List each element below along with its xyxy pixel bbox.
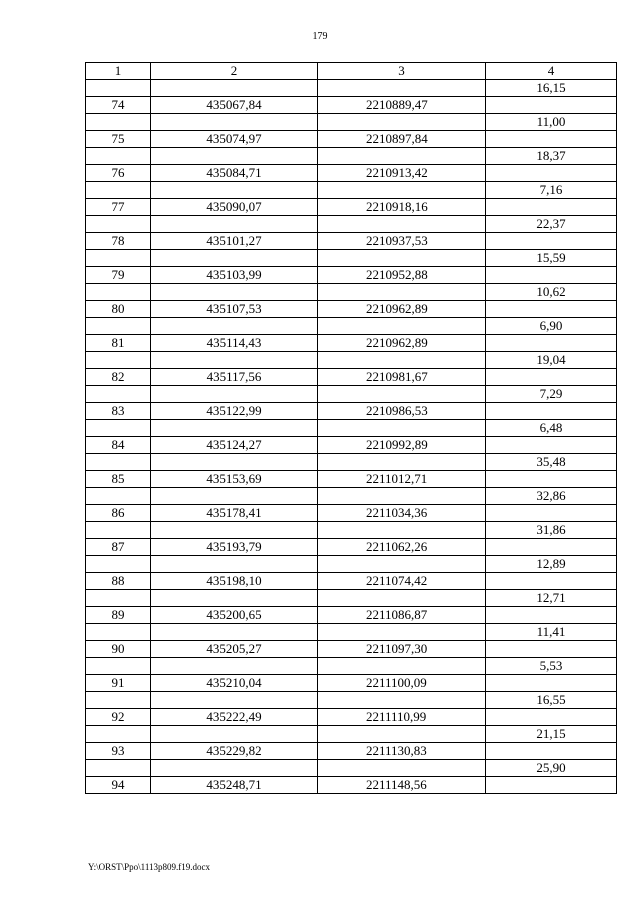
- header-column-4: 4: [486, 63, 617, 80]
- point-number-cell: [86, 80, 151, 97]
- table-row: [86, 505, 617, 522]
- point-number-cell: [86, 216, 151, 233]
- distance-cell: 7,29: [486, 386, 617, 403]
- table-row: [86, 624, 617, 641]
- point-number-cell: 84: [86, 437, 151, 454]
- table-row: [86, 114, 617, 131]
- x-coordinate-cell: [151, 590, 318, 607]
- x-coordinate-cell: 435193,79: [151, 539, 318, 556]
- y-coordinate-cell: 2210962,89: [318, 335, 486, 352]
- table-row: [86, 182, 617, 199]
- point-number-cell: [86, 488, 151, 505]
- y-coordinate-cell: [318, 250, 486, 267]
- table-row: [86, 658, 617, 675]
- table-row: [86, 148, 617, 165]
- distance-cell: 35,48: [486, 454, 617, 471]
- distance-cell: [486, 369, 617, 386]
- distance-cell: 6,48: [486, 420, 617, 437]
- header-column-2: 2: [151, 63, 318, 80]
- y-coordinate-cell: [318, 284, 486, 301]
- point-number-cell: [86, 556, 151, 573]
- distance-cell: [486, 573, 617, 590]
- y-coordinate-cell: 2211148,56: [318, 777, 486, 794]
- table-row: [86, 488, 617, 505]
- distance-cell: 16,55: [486, 692, 617, 709]
- distance-cell: [486, 335, 617, 352]
- distance-cell: 32,86: [486, 488, 617, 505]
- y-coordinate-cell: [318, 454, 486, 471]
- x-coordinate-cell: 435200,65: [151, 607, 318, 624]
- table-header: [86, 63, 617, 80]
- x-coordinate-cell: [151, 318, 318, 335]
- distance-cell: [486, 607, 617, 624]
- table-header-row: [86, 63, 617, 80]
- table-row: [86, 250, 617, 267]
- table-row: [86, 641, 617, 658]
- distance-cell: 11,00: [486, 114, 617, 131]
- point-number-cell: 89: [86, 607, 151, 624]
- point-number-cell: 91: [86, 675, 151, 692]
- distance-cell: [486, 301, 617, 318]
- point-number-cell: 78: [86, 233, 151, 250]
- x-coordinate-cell: [151, 250, 318, 267]
- y-coordinate-cell: [318, 658, 486, 675]
- y-coordinate-cell: [318, 760, 486, 777]
- distance-cell: [486, 539, 617, 556]
- x-coordinate-cell: 435122,99: [151, 403, 318, 420]
- y-coordinate-cell: [318, 726, 486, 743]
- table-row: [86, 199, 617, 216]
- table-row: [86, 131, 617, 148]
- table-row: [86, 216, 617, 233]
- distance-cell: [486, 743, 617, 760]
- x-coordinate-cell: [151, 420, 318, 437]
- distance-cell: 6,90: [486, 318, 617, 335]
- y-coordinate-cell: 2211062,26: [318, 539, 486, 556]
- table-row: [86, 556, 617, 573]
- x-coordinate-cell: 435198,10: [151, 573, 318, 590]
- point-number-cell: [86, 284, 151, 301]
- distance-cell: [486, 471, 617, 488]
- point-number-cell: [86, 250, 151, 267]
- y-coordinate-cell: 2210986,53: [318, 403, 486, 420]
- y-coordinate-cell: [318, 488, 486, 505]
- y-coordinate-cell: 2210981,67: [318, 369, 486, 386]
- y-coordinate-cell: 2210889,47: [318, 97, 486, 114]
- distance-cell: 22,37: [486, 216, 617, 233]
- x-coordinate-cell: 435067,84: [151, 97, 318, 114]
- table-row: [86, 284, 617, 301]
- point-number-cell: [86, 726, 151, 743]
- coordinates-table: [85, 62, 617, 794]
- point-number-cell: [86, 624, 151, 641]
- point-number-cell: [86, 692, 151, 709]
- y-coordinate-cell: 2210992,89: [318, 437, 486, 454]
- x-coordinate-cell: 435117,56: [151, 369, 318, 386]
- distance-cell: 10,62: [486, 284, 617, 301]
- table-row: [86, 573, 617, 590]
- x-coordinate-cell: [151, 522, 318, 539]
- x-coordinate-cell: 435090,07: [151, 199, 318, 216]
- table-row: [86, 267, 617, 284]
- table-row: [86, 301, 617, 318]
- page-number: 179: [312, 31, 328, 42]
- x-coordinate-cell: [151, 760, 318, 777]
- y-coordinate-cell: [318, 590, 486, 607]
- point-number-cell: 92: [86, 709, 151, 726]
- x-coordinate-cell: [151, 692, 318, 709]
- x-coordinate-cell: 435101,27: [151, 233, 318, 250]
- point-number-cell: [86, 352, 151, 369]
- y-coordinate-cell: 2210897,84: [318, 131, 486, 148]
- x-coordinate-cell: 435084,71: [151, 165, 318, 182]
- distance-cell: [486, 97, 617, 114]
- x-coordinate-cell: 435205,27: [151, 641, 318, 658]
- y-coordinate-cell: 2210913,42: [318, 165, 486, 182]
- table-row: [86, 165, 617, 182]
- table-row: [86, 522, 617, 539]
- table-row: [86, 743, 617, 760]
- distance-cell: 7,16: [486, 182, 617, 199]
- point-number-cell: [86, 148, 151, 165]
- x-coordinate-cell: [151, 80, 318, 97]
- point-number-cell: [86, 760, 151, 777]
- distance-cell: 5,53: [486, 658, 617, 675]
- distance-cell: [486, 675, 617, 692]
- distance-cell: 21,15: [486, 726, 617, 743]
- x-coordinate-cell: [151, 726, 318, 743]
- footer-file-path: Y:\ORST\Ppo\1113p809.f19.docx: [88, 862, 211, 872]
- y-coordinate-cell: 2211074,42: [318, 573, 486, 590]
- x-coordinate-cell: 435153,69: [151, 471, 318, 488]
- distance-cell: [486, 403, 617, 420]
- y-coordinate-cell: 2210918,16: [318, 199, 486, 216]
- y-coordinate-cell: 2211086,87: [318, 607, 486, 624]
- table-row: [86, 97, 617, 114]
- y-coordinate-cell: 2210952,88: [318, 267, 486, 284]
- x-coordinate-cell: [151, 284, 318, 301]
- y-coordinate-cell: [318, 318, 486, 335]
- x-coordinate-cell: [151, 182, 318, 199]
- y-coordinate-cell: 2211100,09: [318, 675, 486, 692]
- y-coordinate-cell: [318, 624, 486, 641]
- point-number-cell: [86, 386, 151, 403]
- y-coordinate-cell: [318, 182, 486, 199]
- y-coordinate-cell: [318, 420, 486, 437]
- x-coordinate-cell: [151, 148, 318, 165]
- table-row: [86, 539, 617, 556]
- header-column-1: 1: [86, 63, 151, 80]
- distance-cell: [486, 233, 617, 250]
- y-coordinate-cell: 2211097,30: [318, 641, 486, 658]
- distance-cell: 18,37: [486, 148, 617, 165]
- table-row: [86, 318, 617, 335]
- x-coordinate-cell: [151, 114, 318, 131]
- distance-cell: [486, 165, 617, 182]
- point-number-cell: [86, 420, 151, 437]
- table-row: [86, 675, 617, 692]
- table-row: [86, 777, 617, 794]
- x-coordinate-cell: 435074,97: [151, 131, 318, 148]
- point-number-cell: [86, 318, 151, 335]
- x-coordinate-cell: [151, 658, 318, 675]
- point-number-cell: 81: [86, 335, 151, 352]
- point-number-cell: 85: [86, 471, 151, 488]
- x-coordinate-cell: 435178,41: [151, 505, 318, 522]
- y-coordinate-cell: 2211012,71: [318, 471, 486, 488]
- table-row: [86, 726, 617, 743]
- point-number-cell: [86, 182, 151, 199]
- x-coordinate-cell: [151, 352, 318, 369]
- distance-cell: [486, 437, 617, 454]
- x-coordinate-cell: 435248,71: [151, 777, 318, 794]
- table-row: [86, 471, 617, 488]
- point-number-cell: 75: [86, 131, 151, 148]
- distance-cell: [486, 505, 617, 522]
- distance-cell: 12,71: [486, 590, 617, 607]
- y-coordinate-cell: [318, 148, 486, 165]
- y-coordinate-cell: [318, 216, 486, 233]
- x-coordinate-cell: [151, 624, 318, 641]
- x-coordinate-cell: 435114,43: [151, 335, 318, 352]
- point-number-cell: 74: [86, 97, 151, 114]
- header-column-3: 3: [318, 63, 486, 80]
- x-coordinate-cell: 435229,82: [151, 743, 318, 760]
- point-number-cell: [86, 590, 151, 607]
- y-coordinate-cell: [318, 114, 486, 131]
- point-number-cell: [86, 454, 151, 471]
- point-number-cell: 82: [86, 369, 151, 386]
- point-number-cell: 76: [86, 165, 151, 182]
- point-number-cell: 88: [86, 573, 151, 590]
- x-coordinate-cell: 435103,99: [151, 267, 318, 284]
- x-coordinate-cell: 435210,04: [151, 675, 318, 692]
- point-number-cell: 86: [86, 505, 151, 522]
- point-number-cell: [86, 658, 151, 675]
- x-coordinate-cell: [151, 488, 318, 505]
- y-coordinate-cell: [318, 556, 486, 573]
- table-row: [86, 692, 617, 709]
- x-coordinate-cell: [151, 216, 318, 233]
- distance-cell: 11,41: [486, 624, 617, 641]
- distance-cell: 25,90: [486, 760, 617, 777]
- y-coordinate-cell: 2210962,89: [318, 301, 486, 318]
- y-coordinate-cell: [318, 80, 486, 97]
- y-coordinate-cell: 2210937,53: [318, 233, 486, 250]
- point-number-cell: 77: [86, 199, 151, 216]
- table-row: [86, 454, 617, 471]
- table-row: [86, 403, 617, 420]
- table-body: [86, 80, 617, 794]
- x-coordinate-cell: [151, 454, 318, 471]
- distance-cell: [486, 131, 617, 148]
- x-coordinate-cell: 435107,53: [151, 301, 318, 318]
- point-number-cell: 87: [86, 539, 151, 556]
- x-coordinate-cell: 435124,27: [151, 437, 318, 454]
- y-coordinate-cell: 2211034,36: [318, 505, 486, 522]
- point-number-cell: 83: [86, 403, 151, 420]
- distance-cell: 15,59: [486, 250, 617, 267]
- y-coordinate-cell: [318, 522, 486, 539]
- distance-cell: 31,86: [486, 522, 617, 539]
- table-row: [86, 420, 617, 437]
- distance-cell: 19,04: [486, 352, 617, 369]
- x-coordinate-cell: 435222,49: [151, 709, 318, 726]
- table-row: [86, 709, 617, 726]
- x-coordinate-cell: [151, 386, 318, 403]
- distance-cell: [486, 199, 617, 216]
- y-coordinate-cell: [318, 352, 486, 369]
- point-number-cell: [86, 522, 151, 539]
- y-coordinate-cell: [318, 386, 486, 403]
- table-row: [86, 369, 617, 386]
- table-row: [86, 590, 617, 607]
- y-coordinate-cell: 2211110,99: [318, 709, 486, 726]
- table-row: [86, 607, 617, 624]
- point-number-cell: [86, 114, 151, 131]
- distance-cell: [486, 709, 617, 726]
- table-row: [86, 386, 617, 403]
- point-number-cell: 80: [86, 301, 151, 318]
- point-number-cell: 90: [86, 641, 151, 658]
- x-coordinate-cell: [151, 556, 318, 573]
- table-row: [86, 352, 617, 369]
- distance-cell: 12,89: [486, 556, 617, 573]
- point-number-cell: 79: [86, 267, 151, 284]
- table-row: [86, 233, 617, 250]
- y-coordinate-cell: 2211130,83: [318, 743, 486, 760]
- distance-cell: [486, 641, 617, 658]
- y-coordinate-cell: [318, 692, 486, 709]
- table-row: [86, 760, 617, 777]
- table-row: [86, 80, 617, 97]
- distance-cell: [486, 777, 617, 794]
- distance-cell: [486, 267, 617, 284]
- distance-cell: 16,15: [486, 80, 617, 97]
- table-row: [86, 335, 617, 352]
- point-number-cell: 93: [86, 743, 151, 760]
- point-number-cell: 94: [86, 777, 151, 794]
- table-row: [86, 437, 617, 454]
